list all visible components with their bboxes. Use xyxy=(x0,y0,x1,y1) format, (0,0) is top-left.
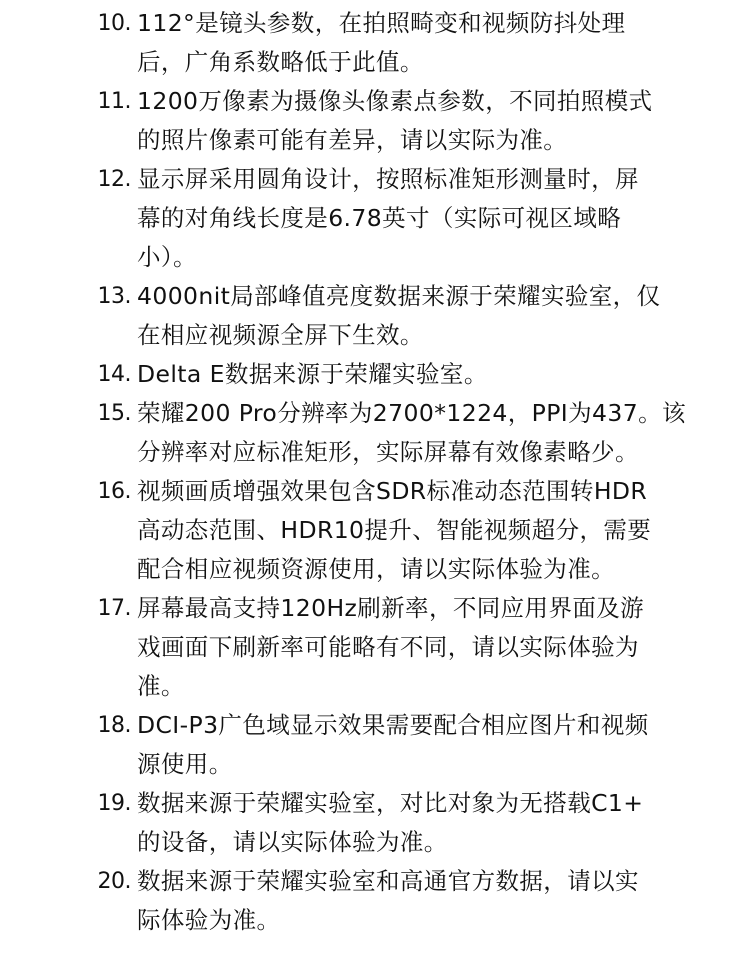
footnote-line: 际体验为准。 xyxy=(137,906,281,934)
footnote-item xyxy=(0,706,750,784)
footnote-number: 13. xyxy=(97,284,131,309)
footnote-item xyxy=(0,4,750,82)
footnote-line: 的设备，请以实际体验为准。 xyxy=(137,828,448,856)
footnote-number: 19. xyxy=(97,791,131,816)
footnote-line: 源使用。 xyxy=(137,750,233,778)
footnote-number: 14. xyxy=(97,362,131,387)
footnote-line: 屏幕最高支持120Hz刷新率，不同应用界面及游 xyxy=(137,594,645,622)
footnote-text xyxy=(137,706,657,784)
footnote-line: 戏画面下刷新率可能略有不同，请以实际体验为 xyxy=(137,633,639,661)
footnote-item xyxy=(0,394,750,472)
footnote-item xyxy=(0,277,750,355)
footnote-line: 配合相应视频资源使用，请以实际体验为准。 xyxy=(137,555,615,583)
footnote-line: 显示屏采用圆角设计，按照标准矩形测量时，屏 xyxy=(137,165,639,193)
footnotes-list xyxy=(0,4,750,940)
footnote-line: 112°是镜头参数，在拍照畸变和视频防抖处理 xyxy=(137,9,626,37)
footnote-text xyxy=(137,355,657,394)
footnote-item xyxy=(0,472,750,589)
footnote-number: 17. xyxy=(97,596,131,621)
footnote-number: 20. xyxy=(97,869,131,894)
footnote-text xyxy=(137,394,686,472)
footnote-text xyxy=(137,589,657,706)
footnote-line: Delta E数据来源于荣耀实验室。 xyxy=(137,360,488,388)
footnote-item xyxy=(0,589,750,706)
footnote-line: 幕的对角线长度是6.78英寸（实际可视区域略 xyxy=(137,204,622,232)
footnote-line: 荣耀200 Pro分辨率为2700*1224，PPI为437。该 xyxy=(137,399,686,427)
footnote-line: 视频画质增强效果包含SDR标准动态范围转HDR xyxy=(137,477,648,505)
footnote-text xyxy=(137,862,657,940)
footnote-line: 分辨率对应标准矩形，实际屏幕有效像素略少。 xyxy=(137,438,639,466)
footnote-line: 4000nit局部峰值亮度数据来源于荣耀实验室，仅 xyxy=(137,282,661,310)
footnote-number: 18. xyxy=(97,713,131,738)
footnote-line: 在相应视频源全屏下生效。 xyxy=(137,321,424,349)
footnote-line: 小）。 xyxy=(137,243,197,271)
footnote-line: 数据来源于荣耀实验室，对比对象为无搭载C1+ xyxy=(137,789,644,817)
footnote-text xyxy=(137,472,657,589)
footnote-line: DCI-P3广色域显示效果需要配合相应图片和视频 xyxy=(137,711,649,739)
footnote-number: 15. xyxy=(97,401,131,426)
footnote-text xyxy=(137,277,661,355)
footnote-item xyxy=(0,862,750,940)
footnote-line: 1200万像素为摄像头像素点参数，不同拍照模式 xyxy=(137,87,653,115)
footnote-text xyxy=(137,4,657,82)
footnote-text xyxy=(137,784,657,862)
footnote-line: 准。 xyxy=(137,672,185,700)
footnote-item xyxy=(0,355,750,394)
footnote-item xyxy=(0,160,750,277)
footnote-line: 高动态范围、HDR10提升、智能视频超分，需要 xyxy=(137,516,652,544)
footnote-line: 数据来源于荣耀实验室和高通官方数据，请以实 xyxy=(137,867,639,895)
footnote-text xyxy=(137,160,657,277)
footnote-item xyxy=(0,784,750,862)
footnote-number: 16. xyxy=(97,479,131,504)
footnote-line: 后，广角系数略低于此值。 xyxy=(137,48,424,76)
footnote-line: 的照片像素可能有差异，请以实际为准。 xyxy=(137,126,568,154)
footnote-number: 12. xyxy=(97,167,131,192)
footnote-text xyxy=(137,82,657,160)
footnote-number: 11. xyxy=(97,89,131,114)
footnote-item xyxy=(0,82,750,160)
footnote-number: 10. xyxy=(97,11,131,36)
